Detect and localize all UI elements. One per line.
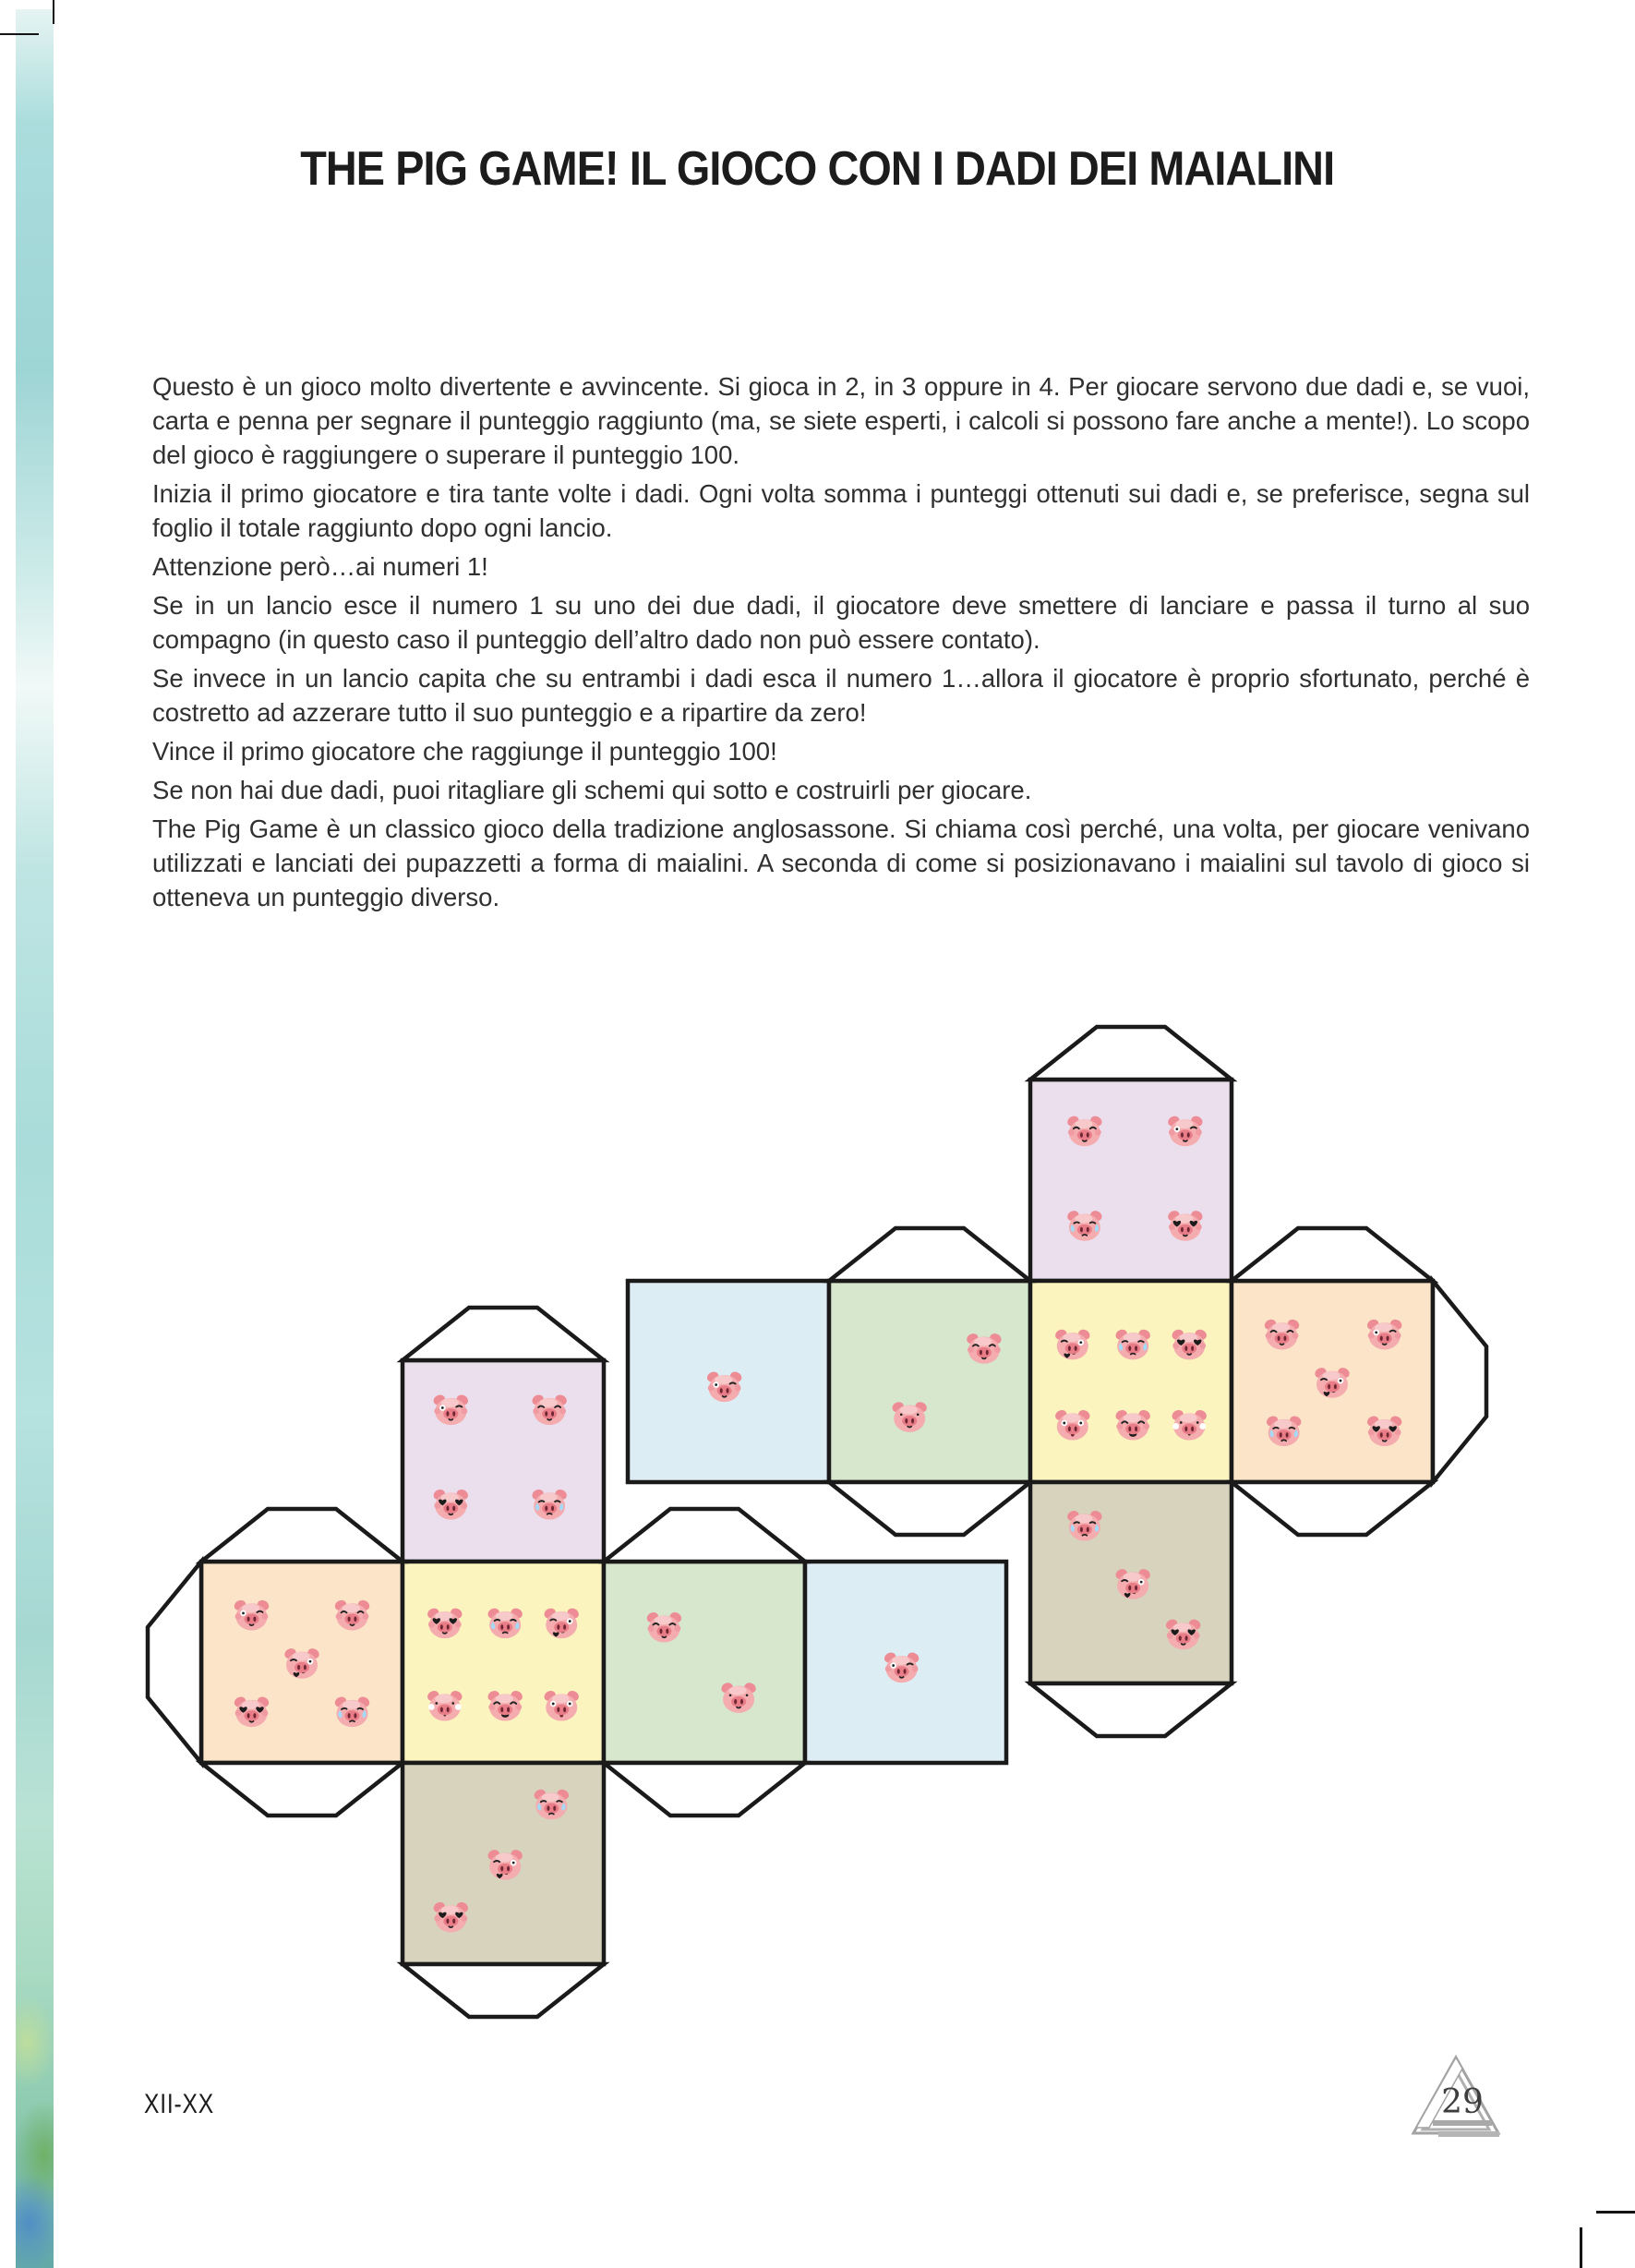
paragraph: Attenzione però…ai numeri 1! — [152, 552, 488, 581]
glue-flap-top — [604, 1509, 805, 1562]
page-title: THE PIG GAME! IL GIOCO CON I DADI DEI MAIALINI — [300, 141, 1335, 196]
glue-flap-right — [1433, 1281, 1486, 1482]
paragraph: Inizia il primo giocatore e tira tante volte i dadi. Ogni volta somma i punteggi ottenuti sui dadi e, se preferisce, segna sul foglio il totale raggiunto dopo ogni lancio. — [152, 479, 1530, 542]
die-face-green-2 — [604, 1562, 805, 1763]
glue-flap-bottom — [1232, 1482, 1433, 1535]
glue-flap-top — [1030, 1027, 1232, 1080]
crop-mark — [53, 0, 54, 24]
rules-text — [152, 369, 1530, 919]
glue-flap-bottom — [403, 1964, 604, 2017]
crop-mark — [1580, 2227, 1582, 2268]
die-face-yellow-6 — [1030, 1281, 1232, 1482]
crop-mark — [0, 33, 39, 35]
glue-flap-bottom — [604, 1763, 805, 1816]
logo-bar — [1438, 2131, 1499, 2137]
paragraph: The Pig Game è un classico gioco della tradizione anglosassone. Si chiama così perché, una volta, per giocare venivano utilizzati e lanciati dei pupazzetti a forma di maialini. A seconda di come si posizionavano i maialini sul tavolo di gioco si otteneva un punteggio diverso. — [152, 814, 1530, 911]
die-face-lavender-4 — [403, 1360, 604, 1562]
die-face-lavender-4 — [1030, 1080, 1232, 1281]
glue-flap-bottom — [201, 1763, 403, 1816]
glue-flap-left — [148, 1562, 201, 1763]
paragraph: Se in un lancio esce il numero 1 su uno dei due dadi, il giocatore deve smettere di lanciare e passa il turno al suo compagno (in questo caso il punteggio dell’altro dado non può essere contato). — [152, 591, 1530, 654]
die-face-yellow-6 — [403, 1562, 604, 1763]
dice-nets-diagram — [0, 997, 1635, 2041]
glue-flap-top — [201, 1509, 403, 1562]
paragraph: Se non hai due dadi, puoi ritagliare gli schemi qui sotto e costruirli per giocare. — [152, 776, 1032, 804]
page-number: 29 — [1441, 2083, 1484, 2121]
glue-flap-top — [829, 1228, 1030, 1281]
glue-flap-top — [1232, 1228, 1433, 1281]
glue-flap-bottom — [1030, 1683, 1232, 1736]
paragraph: Se invece in un lancio capita che su entrambi i dadi esca il numero 1…allora il giocatore è proprio sfortunato, perché è costretto ad azzerare tutto il suo punteggio e a ripartire da zero! — [152, 664, 1530, 727]
glue-flap-bottom — [829, 1482, 1030, 1535]
publisher-triangle-logo — [1405, 2054, 1507, 2146]
die-face-green-2 — [829, 1281, 1030, 1482]
paragraph: Questo è un gioco molto divertente e avvincente. Si gioca in 2, in 3 oppure in 4. Per giocare servono due dadi e, se vuoi, carta e penna per segnare il punteggio raggiunto (ma, se siete esperti, i calcoli si possono fare anche a mente!). Lo scopo del gioco è raggiungere o superare il punteggio 100. — [152, 372, 1530, 469]
crop-mark — [1596, 2211, 1635, 2214]
footer-code: XII-XX — [144, 2089, 215, 2119]
glue-flap-top — [403, 1308, 604, 1360]
paragraph: Vince il primo giocatore che raggiunge il punteggio 100! — [152, 737, 777, 766]
